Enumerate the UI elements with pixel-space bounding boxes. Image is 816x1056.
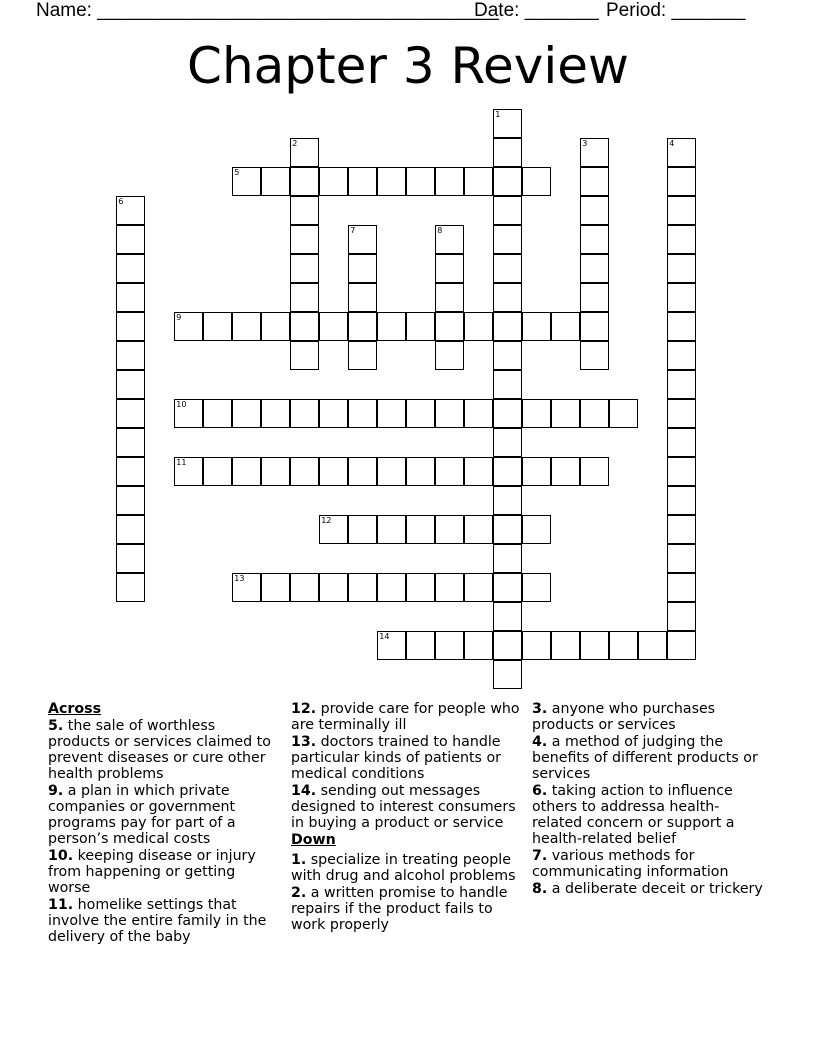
grid-cell[interactable] (377, 312, 406, 341)
grid-cell[interactable] (638, 631, 667, 660)
grid-cell[interactable] (116, 486, 145, 515)
grid-cell[interactable] (261, 573, 290, 602)
grid-cell[interactable] (493, 544, 522, 573)
clue-number-label: 14 (379, 632, 390, 642)
grid-cell[interactable] (522, 457, 551, 486)
grid-cell[interactable] (464, 573, 493, 602)
grid-cell[interactable] (232, 167, 261, 196)
grid-cell[interactable] (667, 283, 696, 312)
clue-text: various methods for communicating information (532, 848, 729, 880)
clue-text: keeping disease or injury from happening or getting worse (48, 848, 256, 896)
grid-cell[interactable] (667, 225, 696, 254)
grid-cell[interactable] (232, 573, 261, 602)
clue-text: a method of judging the benefits of different products or services (532, 734, 758, 782)
clue-down-7 (532, 848, 772, 880)
grid-cell[interactable] (116, 341, 145, 370)
grid-cell[interactable] (667, 573, 696, 602)
clues-column-1 (48, 701, 280, 946)
grid-cell[interactable] (493, 138, 522, 167)
grid-cell[interactable] (580, 196, 609, 225)
grid-cell[interactable] (348, 399, 377, 428)
grid-cell[interactable] (667, 341, 696, 370)
grid-cell[interactable] (116, 370, 145, 399)
grid-cell[interactable] (493, 399, 522, 428)
grid-cell[interactable] (580, 138, 609, 167)
grid-cell[interactable] (116, 457, 145, 486)
grid-cell[interactable] (580, 399, 609, 428)
down-heading: Down (291, 832, 336, 848)
grid-cell[interactable] (290, 283, 319, 312)
grid-cell[interactable] (667, 399, 696, 428)
grid-cell[interactable] (232, 312, 261, 341)
across-heading: Across (48, 701, 102, 717)
date-field[interactable]: Date: _______ (474, 0, 599, 21)
grid-cell[interactable] (348, 341, 377, 370)
grid-cell[interactable] (464, 515, 493, 544)
grid-cell[interactable] (464, 399, 493, 428)
grid-cell[interactable] (232, 399, 261, 428)
clues-column-3 (532, 701, 772, 898)
clue-number-label: 5 (234, 168, 240, 178)
grid-cell[interactable] (493, 573, 522, 602)
grid-cell[interactable] (377, 457, 406, 486)
grid-cell[interactable] (290, 138, 319, 167)
grid-cell[interactable] (667, 196, 696, 225)
grid-cell[interactable] (435, 515, 464, 544)
grid-cell[interactable] (290, 254, 319, 283)
grid-cell[interactable] (116, 225, 145, 254)
grid-cell[interactable] (319, 167, 348, 196)
clue-number-label: 10 (176, 400, 187, 410)
grid-cell[interactable] (580, 167, 609, 196)
page-title: Chapter 3 Review (187, 37, 629, 95)
grid-cell[interactable] (522, 573, 551, 602)
grid-cell[interactable] (261, 312, 290, 341)
grid-cell[interactable] (667, 631, 696, 660)
grid-cell[interactable] (435, 283, 464, 312)
clue-across-10 (48, 848, 280, 896)
clue-number-label: 7 (350, 226, 356, 236)
grid-cell[interactable] (377, 399, 406, 428)
grid-cell[interactable] (522, 167, 551, 196)
grid-cell[interactable] (522, 631, 551, 660)
clue-number-label: 13 (234, 574, 245, 584)
grid-cell[interactable] (406, 515, 435, 544)
grid-cell[interactable] (290, 312, 319, 341)
grid-cell[interactable] (580, 631, 609, 660)
clue-text: a plan in which private companies or government programs pay for part of a person’s medical costs (48, 783, 236, 847)
grid-cell[interactable] (580, 283, 609, 312)
grid-cell[interactable] (406, 573, 435, 602)
clue-number-label: 2 (292, 139, 298, 149)
clue-text: sending out messages designed to interest consumers in buying a product or service (291, 783, 516, 831)
grid-cell[interactable] (377, 631, 406, 660)
clue-number: 14. (291, 783, 317, 799)
grid-cell[interactable] (667, 312, 696, 341)
clue-number: 7. (532, 848, 548, 864)
grid-cell[interactable] (348, 167, 377, 196)
grid-cell[interactable] (116, 399, 145, 428)
grid-cell[interactable] (290, 399, 319, 428)
grid-cell[interactable] (667, 370, 696, 399)
grid-cell[interactable] (406, 457, 435, 486)
clue-down-2 (291, 885, 523, 933)
grid-cell[interactable] (435, 631, 464, 660)
grid-cell[interactable] (116, 544, 145, 573)
grid-cell[interactable] (464, 457, 493, 486)
grid-cell[interactable] (464, 167, 493, 196)
grid-cell[interactable] (580, 457, 609, 486)
grid-cell[interactable] (406, 631, 435, 660)
grid-cell[interactable] (580, 312, 609, 341)
grid-cell[interactable] (464, 312, 493, 341)
grid-cell[interactable] (493, 312, 522, 341)
clue-number-label: 8 (437, 226, 443, 236)
grid-cell[interactable] (290, 573, 319, 602)
grid-cell[interactable] (580, 254, 609, 283)
clue-number: 5. (48, 718, 64, 734)
clue-number: 9. (48, 783, 64, 799)
grid-cell[interactable] (493, 225, 522, 254)
grid-cell[interactable] (667, 254, 696, 283)
grid-cell[interactable] (116, 283, 145, 312)
clue-text: taking action to influence others to addressa health-related concern or support a health-related belief (532, 783, 735, 847)
grid-cell[interactable] (116, 196, 145, 225)
grid-cell[interactable] (435, 312, 464, 341)
grid-cell[interactable] (493, 370, 522, 399)
grid-cell[interactable] (319, 457, 348, 486)
clue-text: a deliberate deceit or trickery (551, 881, 763, 897)
grid-cell[interactable] (493, 428, 522, 457)
grid-cell[interactable] (493, 196, 522, 225)
grid-cell[interactable] (319, 399, 348, 428)
grid-cell[interactable] (232, 457, 261, 486)
grid-cell[interactable] (348, 573, 377, 602)
grid-cell[interactable] (551, 312, 580, 341)
name-field[interactable]: Name: ______________________________________ (36, 0, 499, 21)
grid-cell[interactable] (580, 341, 609, 370)
grid-cell[interactable] (435, 457, 464, 486)
grid-cell[interactable] (174, 457, 203, 486)
clue-number: 10. (48, 848, 74, 864)
grid-cell[interactable] (261, 399, 290, 428)
grid-cell[interactable] (116, 254, 145, 283)
clue-across-11 (48, 897, 280, 945)
clue-number-label: 4 (669, 139, 675, 149)
grid-cell[interactable] (319, 573, 348, 602)
grid-cell[interactable] (174, 399, 203, 428)
clue-across-5 (48, 718, 280, 782)
clue-number-label: 3 (582, 139, 588, 149)
clue-across-13 (291, 734, 523, 782)
grid-cell[interactable] (667, 428, 696, 457)
grid-cell[interactable] (667, 602, 696, 631)
grid-cell[interactable] (493, 457, 522, 486)
grid-cell[interactable] (493, 109, 522, 138)
grid-cell[interactable] (116, 312, 145, 341)
grid-cell[interactable] (290, 457, 319, 486)
clue-down-3 (532, 701, 772, 733)
grid-cell[interactable] (406, 312, 435, 341)
clue-text: doctors trained to handle particular kinds of patients or medical conditions (291, 734, 501, 782)
clue-number: 11. (48, 897, 74, 913)
grid-cell[interactable] (406, 399, 435, 428)
grid-cell[interactable] (493, 254, 522, 283)
grid-cell[interactable] (493, 660, 522, 689)
grid-cell[interactable] (667, 515, 696, 544)
grid-cell[interactable] (174, 312, 203, 341)
clue-number: 1. (291, 852, 307, 868)
clue-text: the sale of worthless products or services claimed to prevent diseases or cure other health problems (48, 718, 271, 782)
grid-cell[interactable] (435, 399, 464, 428)
grid-cell[interactable] (522, 515, 551, 544)
grid-cell[interactable] (435, 573, 464, 602)
grid-cell[interactable] (667, 167, 696, 196)
grid-cell[interactable] (203, 457, 232, 486)
grid-cell[interactable] (261, 457, 290, 486)
grid-cell[interactable] (522, 399, 551, 428)
grid-cell[interactable] (551, 399, 580, 428)
clue-number-label: 12 (321, 516, 332, 526)
clue-down-8 (532, 881, 772, 897)
grid-cell[interactable] (435, 341, 464, 370)
grid-cell[interactable] (493, 283, 522, 312)
grid-cell[interactable] (435, 167, 464, 196)
clue-number-label: 1 (495, 110, 501, 120)
clue-number-label: 9 (176, 313, 182, 323)
grid-cell[interactable] (493, 167, 522, 196)
grid-cell[interactable] (551, 631, 580, 660)
clue-number: 2. (291, 885, 307, 901)
grid-cell[interactable] (348, 225, 377, 254)
grid-cell[interactable] (493, 341, 522, 370)
clue-text: a written promise to handle repairs if the product fails to work properly (291, 885, 508, 933)
grid-cell[interactable] (348, 312, 377, 341)
grid-cell[interactable] (667, 138, 696, 167)
grid-cell[interactable] (290, 341, 319, 370)
clue-down-1 (291, 852, 523, 884)
grid-cell[interactable] (435, 254, 464, 283)
grid-cell[interactable] (319, 312, 348, 341)
grid-cell[interactable] (493, 631, 522, 660)
clue-down-6 (532, 783, 762, 847)
clue-across-14 (291, 783, 523, 831)
grid-cell[interactable] (435, 225, 464, 254)
clue-text: specialize in treating people with drug and alcohol problems (291, 852, 516, 884)
grid-cell[interactable] (377, 573, 406, 602)
clue-number-label: 6 (118, 197, 124, 207)
clue-number: 3. (532, 701, 548, 717)
grid-cell[interactable] (522, 312, 551, 341)
grid-cell[interactable] (609, 631, 638, 660)
grid-cell[interactable] (609, 399, 638, 428)
grid-cell[interactable] (667, 486, 696, 515)
clue-text: provide care for people who are terminally ill (291, 701, 520, 733)
grid-cell[interactable] (203, 399, 232, 428)
clue-number: 6. (532, 783, 548, 799)
grid-cell[interactable] (493, 486, 522, 515)
clue-number: 12. (291, 701, 317, 717)
grid-cell[interactable] (580, 225, 609, 254)
grid-cell[interactable] (348, 254, 377, 283)
grid-cell[interactable] (406, 167, 435, 196)
clue-text: homelike settings that involve the entire family in the delivery of the baby (48, 897, 267, 945)
grid-cell[interactable] (348, 515, 377, 544)
grid-cell[interactable] (116, 573, 145, 602)
grid-cell[interactable] (667, 544, 696, 573)
grid-cell[interactable] (493, 515, 522, 544)
grid-cell[interactable] (261, 167, 290, 196)
grid-cell[interactable] (290, 225, 319, 254)
grid-cell[interactable] (290, 167, 319, 196)
clues-column-2 (291, 701, 523, 934)
grid-cell[interactable] (377, 515, 406, 544)
clue-number: 8. (532, 881, 548, 897)
grid-cell[interactable] (493, 602, 522, 631)
grid-cell[interactable] (116, 515, 145, 544)
grid-cell[interactable] (348, 457, 377, 486)
grid-cell[interactable] (377, 167, 406, 196)
clue-across-12 (291, 701, 523, 733)
clue-text: anyone who purchases products or services (532, 701, 716, 733)
clue-number: 4. (532, 734, 548, 750)
grid-cell[interactable] (319, 515, 348, 544)
grid-cell[interactable] (464, 631, 493, 660)
grid-cell[interactable] (290, 196, 319, 225)
clue-number: 13. (291, 734, 317, 750)
grid-cell[interactable] (116, 428, 145, 457)
clue-down-4 (532, 734, 772, 782)
period-field[interactable]: Period: _______ (606, 0, 746, 21)
grid-cell[interactable] (348, 283, 377, 312)
clue-across-9 (48, 783, 280, 847)
grid-cell[interactable] (203, 312, 232, 341)
grid-cell[interactable] (667, 457, 696, 486)
clue-number-label: 11 (176, 458, 187, 468)
grid-cell[interactable] (551, 457, 580, 486)
